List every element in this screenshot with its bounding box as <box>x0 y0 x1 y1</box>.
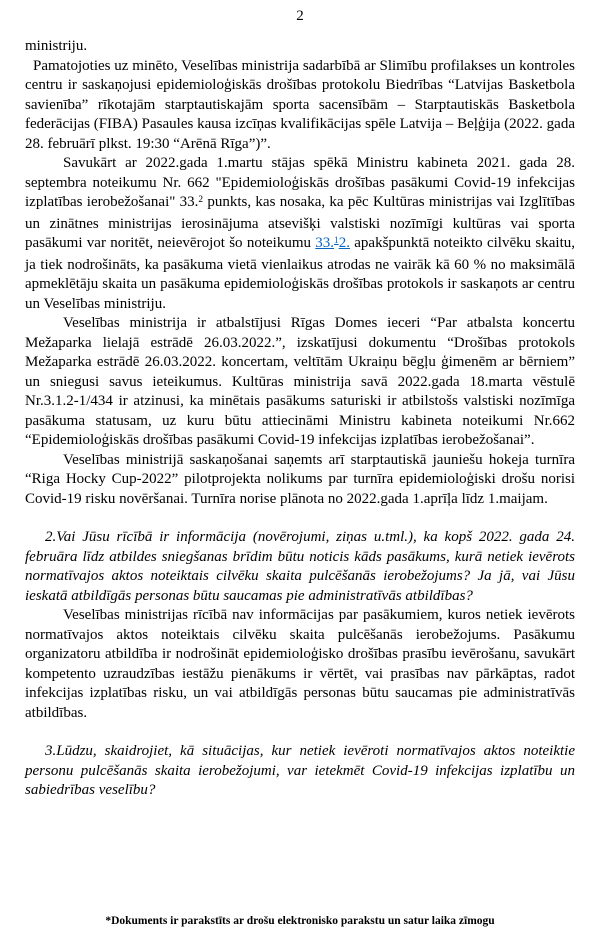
text-run: 2.Vai Jūsu rīcībā ir informācija (novērojumi, ziņas u.tml.), ka kopš 2022. gada 24. februāra līdz atbildes sniegšanas brīdim būtu noticis kāds pasākums, kurā netiek ievērots normatīvajos aktos noteiktais cilvēku skaita pulcēšanās ierobežojums? Ja jā, vai Jūsu ieskatā atbildīgās personas būtu saucamas pie administratīvās atbildības? <box>25 529 575 604</box>
paragraph <box>25 314 575 451</box>
paragraph <box>25 451 575 510</box>
text-run: 2 <box>198 194 204 205</box>
text-run: ministriju. <box>25 38 88 54</box>
paragraph <box>25 742 575 801</box>
paragraph <box>25 606 575 723</box>
page-number: 2 <box>296 8 304 24</box>
regulation-subpoint-link[interactable]: 1 <box>334 235 339 246</box>
paragraph <box>25 37 575 57</box>
text-run: Veselības ministrija ir atbalstījusi Rīgas Domes ieceri “Par atbalsta koncertu Mežaparka lielajā estrādē 26.03.2022.”, izskatījusi dokumentu “Drošības protokols Mežaparka estrādē 26.03.2022. koncertam, veltītām Ukraiņu bēgļu ģimenēm ar bērniem” un sniegusi savus ieteikumus. Kultūras ministrija savā 2022.gada 18.marta vēstulē Nr.3.1.2-1/434 ir atzinusi, ka minētais pasākums saturiski ir atbilstošs valstiski nozīmīga pasākuma statusam, uz kuru būtu attiecināmi Ministru kabineta noteikumi Nr.662 “Epidemioloģiskās drošības pasākumi Covid-19 infekcijas izplatības ierobežošanai”. <box>25 315 575 448</box>
text-run: 3.Lūdzu, skaidrojiet, kā situācijas, kur netiek ievēroti normatīvajos aktos noteiktie personu pulcēšanās skaita ierobežojumi, var ietekmēt Covid-19 infekcijas izplatību un sabiedrības veselību? <box>25 743 575 798</box>
text-run: Veselības ministrijā saskaņošanai saņemts arī starptautiskā jauniešu hokeja turnīra “Riga Hocky Cup-2022” pilotprojekta nolikums par turnīra epidemioloģiski drošu norisi Covid-19 risku novēršanai. Turnīra norise plānota no 2022.gada 1.aprīļa līdz 1.maijam. <box>25 451 575 507</box>
text-run: Veselības ministrijas rīcībā nav informācijas par pasākumiem, kuros netiek ievērots normatīvajos aktos noteiktais cilvēku skaita pulcēšanās ierobežojums. Pasākumu organizatoru atbildība ir nodrošināt epidemioloģisko drošības prasību ievērošanu, savukārt kompetento uzraudzības iestāžu pienākums ir vērtēt, vai prasības nav pārkāptas, radot infekcijas izplatības risku, un vai atbildīgās personas būtu saucamas pie administratīvās atbildības. <box>25 607 575 721</box>
text-run: Pamatojoties uz minēto, Veselības ministrija sadarbībā ar Slimību profilakses un kontroles centru ir saskaņojusi epidemioloģiskās drošības protokolu Biedrības “Latvijas Basketbola savienība” rīkotajām starptautiskajām sporta sacensībām – Starptautiskās Basketbola federācijas (FIBA) Pasaules kausa izcīņas kvalifikācijas spēle Latvija – Beļģija (2022. gada 28. februārī plkst. 19:30 “Arēnā Rīga”)”. <box>25 57 575 152</box>
regulation-subpoint-link[interactable]: 2. <box>338 235 350 251</box>
paragraph <box>25 154 575 314</box>
signature-note: *Dokuments ir parakstīts ar drošu elektronisko parakstu un satur laika zīmogu <box>105 915 495 927</box>
paragraph <box>25 528 575 606</box>
regulation-subpoint-link[interactable]: 33. <box>315 235 335 251</box>
text-run: apakšpunktā noteikto cilvēku skaitu, ja tiek nodrošināts, ka pasākuma vietā vienlaikus atrodas ne vairāk kā 60 % no maksimālā apmeklētāju skaita un pasākuma epidemioloģiskās drošības protokols ir saskaņots ar centru un Veselības ministriju. <box>25 235 576 312</box>
text-run: Savukārt ar 2022.gada 1.martu stājas spēkā Ministru kabineta 2021. gada 28. septembra noteikumu Nr. 662 "Epidemioloģiskās drošības pasākumi Covid-19 infekcijas izplatības ierobežošanai" 33. <box>25 155 575 210</box>
paragraph <box>25 57 575 155</box>
document-body <box>25 37 575 801</box>
text-run: punkts, kas nosaka, ka pēc Kultūras ministrijas vai Izglītības un zinātnes ministrijas ierosinājuma atsevišķi valstiski nozīmīgi kultūras vai sporta pasākumi var noritēt, neievērojot šo noteikumu <box>25 194 575 251</box>
